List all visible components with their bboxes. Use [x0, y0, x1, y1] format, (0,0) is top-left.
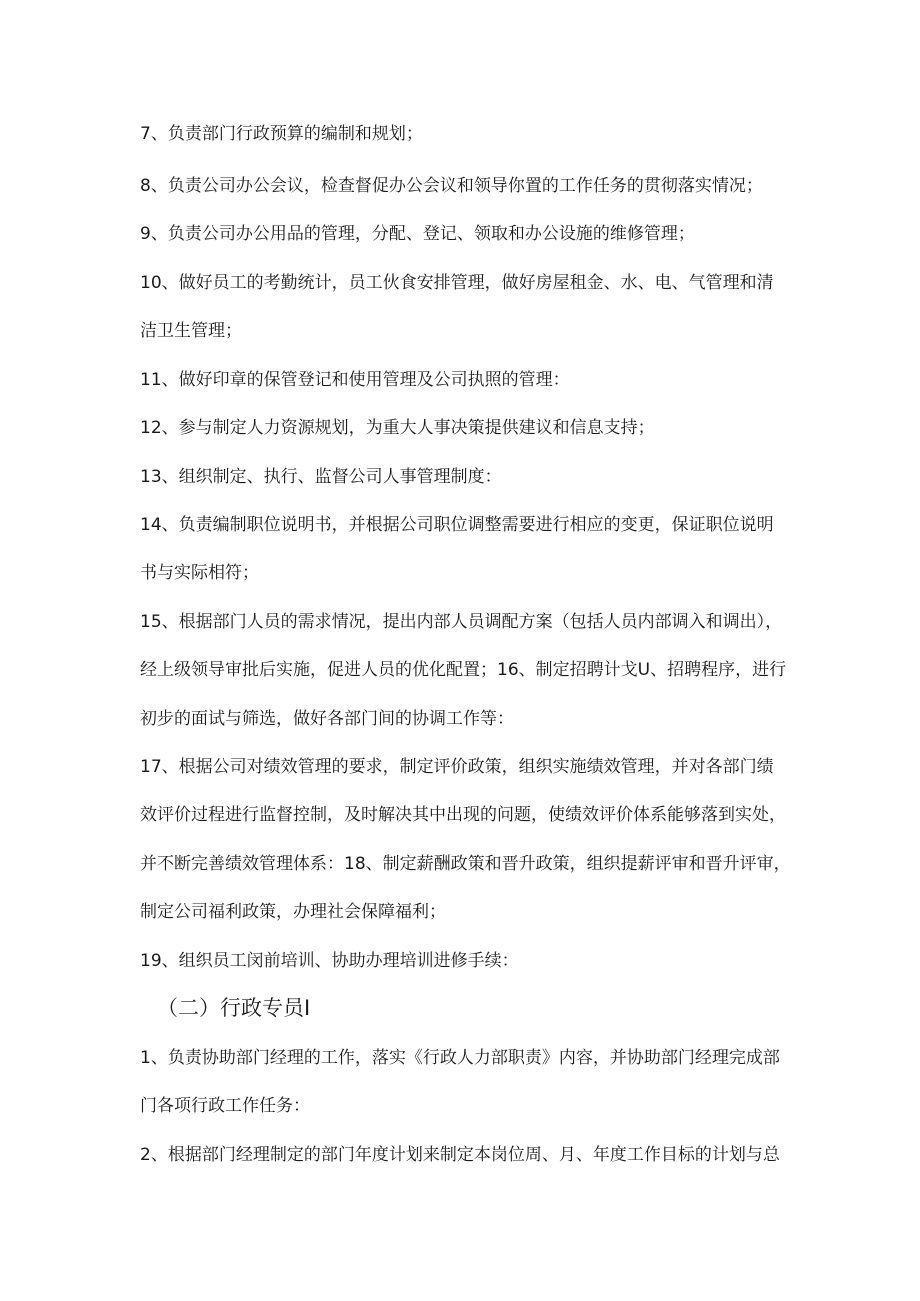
paragraph-line: 初步的面试与筛选，做好各部门间的协调工作等：	[140, 709, 514, 729]
paragraph-line: 并不断完善绩效管理体系：18、制定薪酬政策和晋升政策，组织提薪评审和晋升评审，	[140, 854, 791, 874]
paragraph-line: 洁卫生管理；	[140, 321, 242, 341]
paragraph-line: 效评价过程进行监督控制，及时解决其中出现的问题，使绩效评价体系能够落到实处，	[140, 805, 786, 825]
paragraph-line: 19、组织员工闵前培训、协助办理培训进修手续：	[140, 951, 519, 971]
paragraph-line: 10、做好员工的考勤统计，员工伙食安排管理，做好房屋租金、水、电、气管理和清	[140, 273, 774, 293]
paragraph-line: 7、负责部门行政预算的编制和规划；	[140, 124, 423, 144]
paragraph-line: 15、根据部门人员的需求情况，提出内部人员调配方案（包括人员内部调入和调出），	[140, 612, 783, 632]
paragraph-line: 1、负责协助部门经理的工作，落实《行政人力部职责》内容，并协助部门经理完成部	[140, 1048, 780, 1068]
paragraph-line: 13、组织制定、执行、监督公司人事管理制度：	[140, 467, 502, 487]
paragraph-line: 9、负责公司办公用品的管理，分配、登记、领取和办公设施的维修管理；	[140, 224, 695, 244]
paragraph-line: 书与实际相符；	[140, 563, 259, 583]
paragraph-line: 制定公司福利政策，办理社会保障福利；	[140, 902, 446, 922]
paragraph-line: 8、负责公司办公会议，检查督促办公会议和领导你置的工作任务的贯彻落实情况；	[140, 176, 763, 196]
paragraph-line: 门各项行政工作任务：	[140, 1096, 310, 1116]
paragraph-line: 17、根据公司对绩效管理的要求，制定评价政策，组织实施绩效管理，并对各部门绩	[140, 757, 774, 777]
paragraph-line: 2、根据部门经理制定的部门年度计划来制定本岗位周、月、年度工作目标的计划与总	[140, 1145, 780, 1165]
paragraph-line: 11、做好印章的保管登记和使用管理及公司执照的管理：	[140, 370, 570, 390]
paragraph-line: 经上级领导审批后实施，促进人员的优化配置；16、制定招聘计戈U、招聘程序，进行	[140, 660, 787, 680]
section-heading: （二）行政专员I	[157, 996, 311, 1020]
paragraph-line: 14、负责编制职位说明书，并根据公司职位调整需要进行相应的变更，保证职位说明	[140, 515, 774, 535]
paragraph-line: 12、参与制定人力资源规划，为重大人事决策提供建议和信息支持；	[140, 418, 655, 438]
